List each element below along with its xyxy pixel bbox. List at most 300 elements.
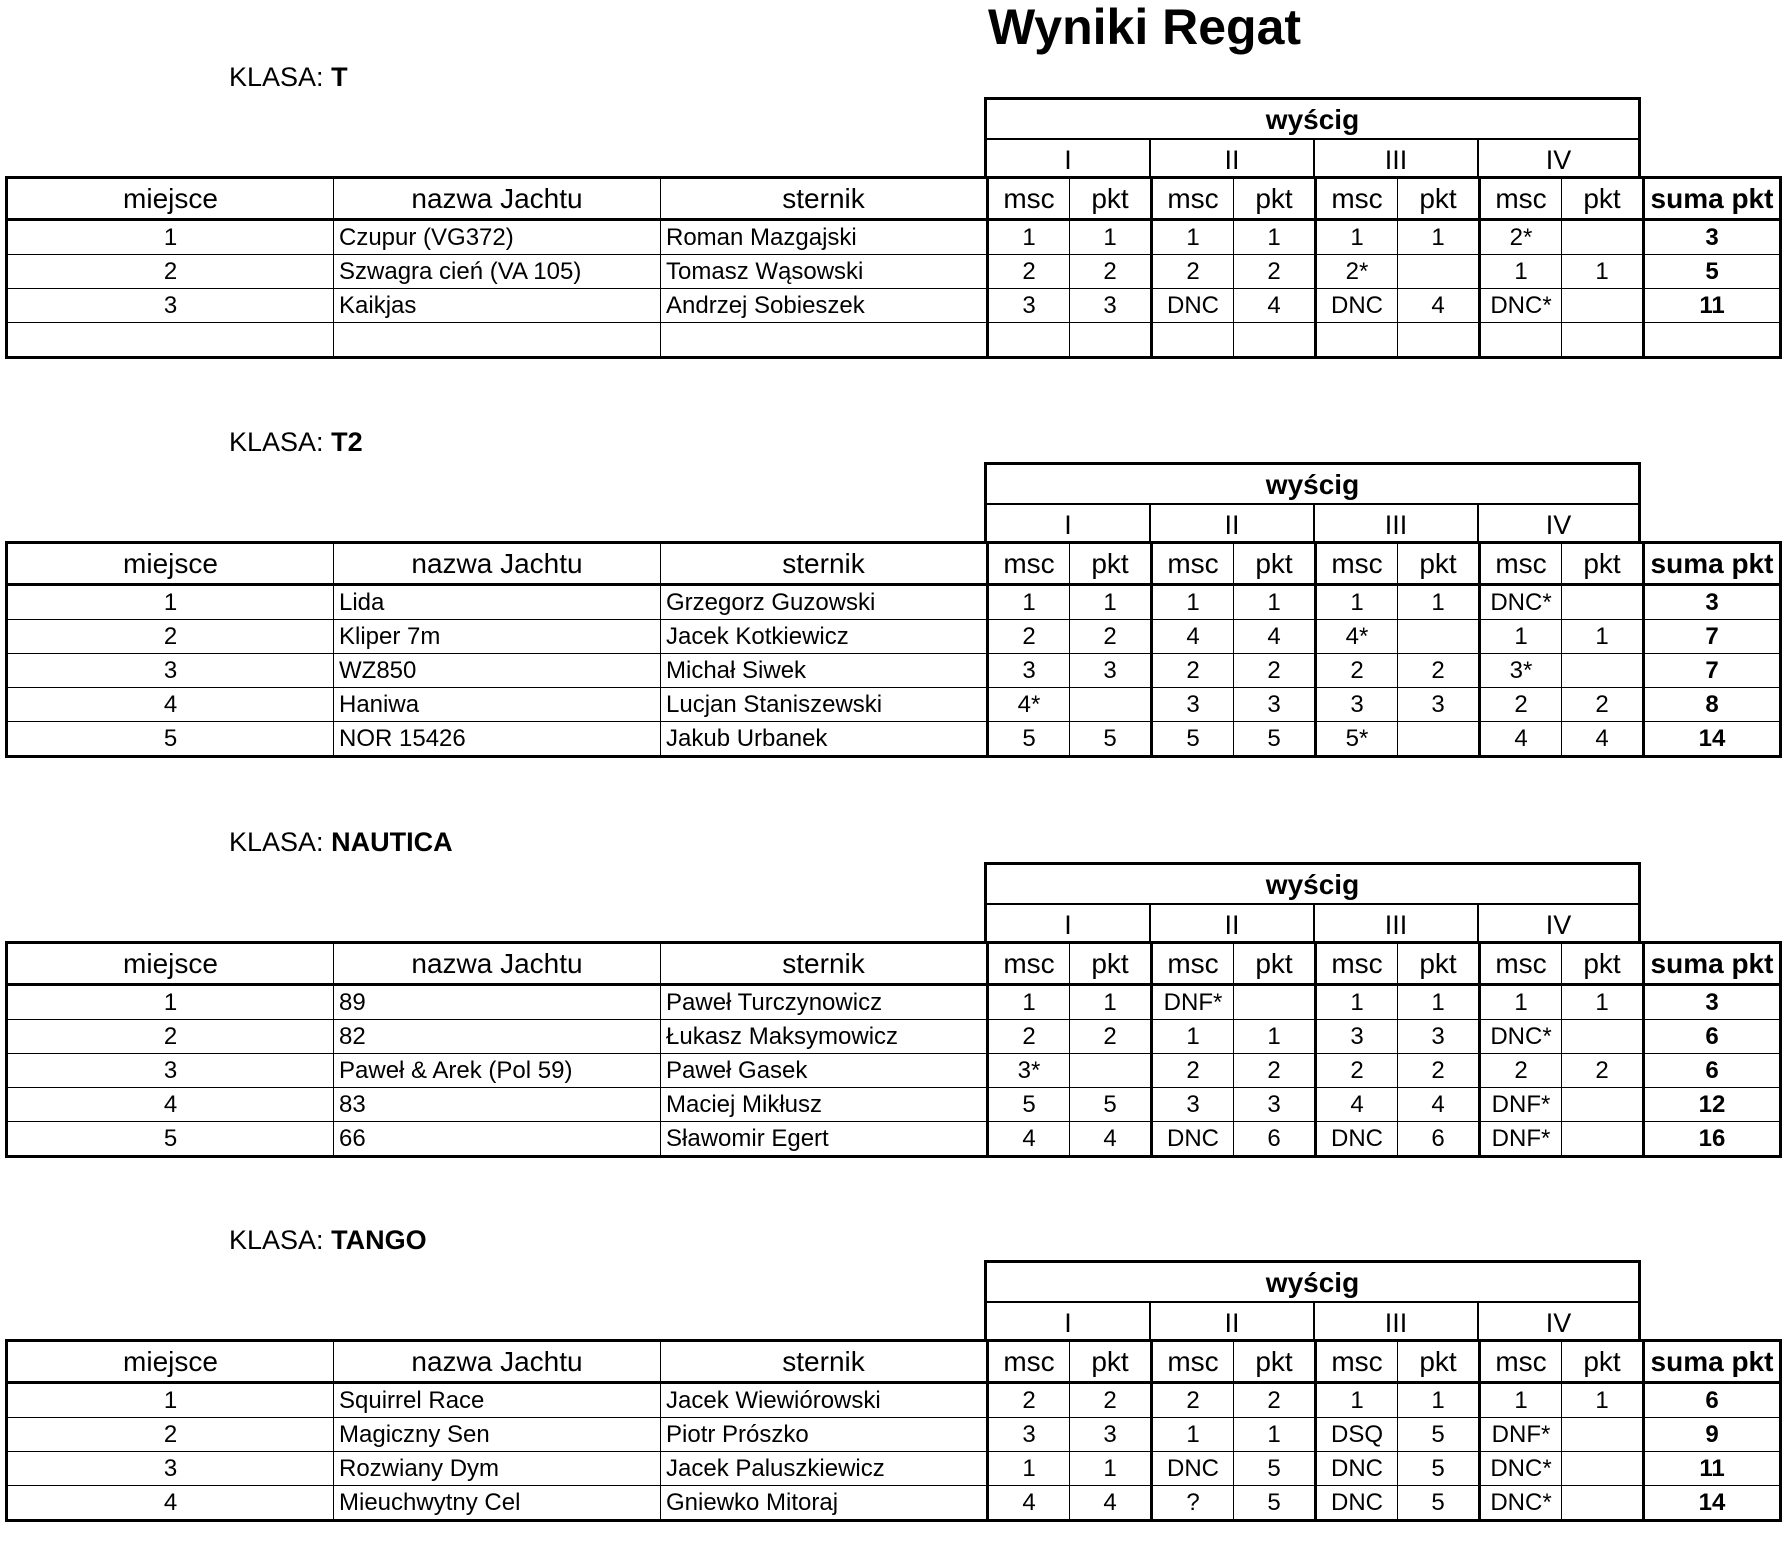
cell-race4-msc: DNC*: [1480, 289, 1562, 323]
column-header-sternik: sternik: [661, 943, 988, 985]
column-header-suma: suma pkt: [1644, 178, 1781, 220]
cell-race4-msc: DNF*: [1480, 1122, 1562, 1157]
cell-race2-pkt: 1: [1234, 1020, 1316, 1054]
class-section-tango: [0, 1163, 1784, 1543]
class-section-t: [0, 0, 1784, 380]
cell-race2-pkt: 1: [1234, 220, 1316, 255]
cell-race4-pkt: 4: [1562, 722, 1644, 757]
race-number: I: [987, 1303, 1151, 1341]
race-header: [984, 462, 1641, 543]
cell-race1-pkt: 3: [1070, 289, 1152, 323]
cell-race1-msc: [988, 323, 1070, 358]
cell-race4-msc: DNF*: [1480, 1088, 1562, 1122]
race-header-title: wyścig: [987, 465, 1638, 505]
table-row: [7, 1383, 1781, 1418]
cell-race1-pkt: 1: [1070, 985, 1152, 1020]
cell-race3-pkt: 5: [1398, 1486, 1480, 1521]
table-row: [7, 323, 1781, 358]
race-number: I: [987, 140, 1151, 178]
cell-place: 3: [7, 289, 334, 323]
table-row: [7, 255, 1781, 289]
cell-race3-pkt: 1: [1398, 1383, 1480, 1418]
cell-total-points: 6: [1644, 1383, 1781, 1418]
table-row: [7, 1122, 1781, 1157]
cell-total-points: 7: [1644, 620, 1781, 654]
cell-race1-pkt: 3: [1070, 654, 1152, 688]
cell-race2-pkt: 2: [1234, 1054, 1316, 1088]
cell-race2-msc: ?: [1152, 1486, 1234, 1521]
cell-total-points: 9: [1644, 1418, 1781, 1452]
cell-race4-msc: DNF*: [1480, 1418, 1562, 1452]
race-number: II: [1151, 140, 1315, 178]
table-row: [7, 1088, 1781, 1122]
column-header-msc: msc: [1316, 943, 1398, 985]
cell-race3-msc: DNC: [1316, 1122, 1398, 1157]
cell-race2-msc: DNF*: [1152, 985, 1234, 1020]
cell-helmsman: Roman Mazgajski: [661, 220, 988, 255]
column-header-pkt: pkt: [1070, 943, 1152, 985]
cell-place: 5: [7, 1122, 334, 1157]
cell-race3-pkt: [1398, 323, 1480, 358]
cell-race4-msc: 2*: [1480, 220, 1562, 255]
cell-race3-msc: 1: [1316, 220, 1398, 255]
cell-race2-msc: 1: [1152, 1020, 1234, 1054]
column-header-msc: msc: [988, 1341, 1070, 1383]
column-header-msc: msc: [988, 178, 1070, 220]
class-section-nautica: [0, 765, 1784, 1152]
column-header-pkt: pkt: [1398, 1341, 1480, 1383]
column-header-msc: msc: [1152, 178, 1234, 220]
column-header-miejsce: miejsce: [7, 178, 334, 220]
column-header-pkt: pkt: [1398, 178, 1480, 220]
column-header-msc: msc: [1316, 543, 1398, 585]
cell-race2-msc: 3: [1152, 688, 1234, 722]
cell-race2-pkt: 3: [1234, 688, 1316, 722]
class-label: [229, 1225, 427, 1256]
table-row: [7, 620, 1781, 654]
cell-race4-pkt: [1562, 323, 1644, 358]
cell-helmsman: Jakub Urbanek: [661, 722, 988, 757]
table-row: [7, 585, 1781, 620]
table-row: [7, 722, 1781, 757]
class-label: [229, 827, 453, 858]
cell-total-points: 8: [1644, 688, 1781, 722]
cell-total-points: 3: [1644, 220, 1781, 255]
cell-yacht-name: NOR 15426: [334, 722, 661, 757]
cell-race2-msc: 1: [1152, 1418, 1234, 1452]
cell-race2-msc: 5: [1152, 722, 1234, 757]
table-header-row: [7, 943, 1781, 985]
cell-race1-msc: 2: [988, 1383, 1070, 1418]
race-number: III: [1315, 140, 1479, 178]
cell-race1-pkt: 5: [1070, 722, 1152, 757]
cell-race3-pkt: 6: [1398, 1122, 1480, 1157]
cell-race4-msc: 1: [1480, 985, 1562, 1020]
column-header-miejsce: miejsce: [7, 1341, 334, 1383]
cell-race3-pkt: [1398, 722, 1480, 757]
cell-helmsman: Paweł Gasek: [661, 1054, 988, 1088]
column-header-suma: suma pkt: [1644, 943, 1781, 985]
cell-race2-pkt: 2: [1234, 255, 1316, 289]
cell-helmsman: Piotr Prószko: [661, 1418, 988, 1452]
cell-race2-pkt: 1: [1234, 1418, 1316, 1452]
cell-place: 4: [7, 688, 334, 722]
cell-race1-pkt: [1070, 323, 1152, 358]
cell-total-points: 5: [1644, 255, 1781, 289]
race-number: II: [1151, 505, 1315, 543]
cell-place: 2: [7, 1418, 334, 1452]
cell-race2-msc: 2: [1152, 654, 1234, 688]
cell-race4-msc: 3*: [1480, 654, 1562, 688]
column-header-suma: suma pkt: [1644, 543, 1781, 585]
cell-race4-pkt: [1562, 220, 1644, 255]
results-table: [5, 176, 1782, 359]
cell-race3-msc: 3: [1316, 1020, 1398, 1054]
cell-helmsman: Lucjan Staniszewski: [661, 688, 988, 722]
cell-race3-msc: DNC: [1316, 1486, 1398, 1521]
cell-total-points: 3: [1644, 585, 1781, 620]
race-header-title: wyścig: [987, 865, 1638, 905]
cell-race1-msc: 3: [988, 654, 1070, 688]
cell-race4-pkt: 1: [1562, 620, 1644, 654]
cell-yacht-name: Kaikjas: [334, 289, 661, 323]
cell-race3-msc: DSQ: [1316, 1418, 1398, 1452]
cell-race2-pkt: 2: [1234, 654, 1316, 688]
cell-race1-msc: 2: [988, 620, 1070, 654]
race-number: IV: [1545, 1308, 1572, 1338]
cell-race2-pkt: 5: [1234, 1486, 1316, 1521]
cell-race2-msc: DNC: [1152, 289, 1234, 323]
cell-place: 3: [7, 1054, 334, 1088]
column-header-pkt: pkt: [1398, 943, 1480, 985]
column-header-msc: msc: [1480, 1341, 1562, 1383]
cell-race4-msc: 1: [1480, 620, 1562, 654]
table-row: [7, 1486, 1781, 1521]
cell-helmsman: Paweł Turczynowicz: [661, 985, 988, 1020]
cell-race1-pkt: 1: [1070, 585, 1152, 620]
cell-race1-msc: 5: [988, 722, 1070, 757]
cell-helmsman: Michał Siwek: [661, 654, 988, 688]
cell-helmsman: Łukasz Maksymowicz: [661, 1020, 988, 1054]
cell-yacht-name: Szwagra cień (VA 105): [334, 255, 661, 289]
cell-total-points: [1644, 323, 1781, 358]
cell-race1-msc: 4: [988, 1122, 1070, 1157]
race-header: [984, 1260, 1641, 1341]
cell-race3-pkt: 4: [1398, 289, 1480, 323]
cell-yacht-name: Squirrel Race: [334, 1383, 661, 1418]
class-name: TANGO: [331, 1225, 427, 1255]
cell-yacht-name: [334, 323, 661, 358]
class-label-prefix: KLASA:: [229, 827, 324, 857]
column-header-sternik: sternik: [661, 1341, 988, 1383]
cell-race3-pkt: [1398, 620, 1480, 654]
cell-race1-pkt: 2: [1070, 1383, 1152, 1418]
column-header-nazwa: nazwa Jachtu: [334, 543, 661, 585]
cell-race3-msc: [1316, 323, 1398, 358]
cell-race1-pkt: 4: [1070, 1122, 1152, 1157]
cell-race1-msc: 3: [988, 1418, 1070, 1452]
cell-race1-pkt: 2: [1070, 255, 1152, 289]
cell-race1-pkt: 5: [1070, 1088, 1152, 1122]
cell-race2-pkt: 1: [1234, 585, 1316, 620]
cell-yacht-name: 89: [334, 985, 661, 1020]
cell-race4-msc: 2: [1480, 688, 1562, 722]
race-header-title: wyścig: [987, 1263, 1638, 1303]
table-row: [7, 688, 1781, 722]
cell-race1-pkt: 2: [1070, 620, 1152, 654]
cell-helmsman: Gniewko Mitoraj: [661, 1486, 988, 1521]
table-row: [7, 220, 1781, 255]
cell-race1-msc: 1: [988, 220, 1070, 255]
column-header-pkt: pkt: [1398, 543, 1480, 585]
cell-race4-pkt: [1562, 1486, 1644, 1521]
page-title: Wyniki Regat: [988, 0, 1302, 55]
class-label-prefix: KLASA:: [229, 427, 324, 457]
cell-place: 3: [7, 1452, 334, 1486]
cell-race1-msc: 1: [988, 1452, 1070, 1486]
results-table: [5, 941, 1782, 1158]
cell-total-points: 12: [1644, 1088, 1781, 1122]
column-header-msc: msc: [1152, 943, 1234, 985]
cell-race2-pkt: [1234, 985, 1316, 1020]
cell-race4-msc: 4: [1480, 722, 1562, 757]
column-header-pkt: pkt: [1234, 178, 1316, 220]
cell-yacht-name: 83: [334, 1088, 661, 1122]
cell-race1-msc: 1: [988, 985, 1070, 1020]
cell-race4-pkt: [1562, 289, 1644, 323]
column-header-nazwa: nazwa Jachtu: [334, 1341, 661, 1383]
cell-race3-pkt: [1398, 255, 1480, 289]
cell-helmsman: [661, 323, 988, 358]
table-row: [7, 289, 1781, 323]
race-number: I: [987, 505, 1151, 543]
cell-place: 1: [7, 1383, 334, 1418]
cell-race1-msc: 2: [988, 255, 1070, 289]
table-row: [7, 985, 1781, 1020]
table-row: [7, 1418, 1781, 1452]
cell-race3-msc: DNC: [1316, 289, 1398, 323]
table-row: [7, 1054, 1781, 1088]
table-header-row: [7, 543, 1781, 585]
cell-race3-pkt: 4: [1398, 1088, 1480, 1122]
cell-helmsman: Jacek Paluszkiewicz: [661, 1452, 988, 1486]
cell-race3-pkt: 3: [1398, 688, 1480, 722]
results-table: [5, 541, 1782, 758]
cell-race3-pkt: 5: [1398, 1452, 1480, 1486]
cell-race1-pkt: 2: [1070, 1020, 1152, 1054]
cell-race1-msc: 3: [988, 289, 1070, 323]
race-number: IV: [1545, 910, 1572, 940]
cell-race4-pkt: 1: [1562, 255, 1644, 289]
results-table: [5, 1339, 1782, 1522]
cell-race2-pkt: 5: [1234, 722, 1316, 757]
cell-yacht-name: Magiczny Sen: [334, 1418, 661, 1452]
cell-total-points: 7: [1644, 654, 1781, 688]
race-number: II: [1151, 1303, 1315, 1341]
column-header-pkt: pkt: [1562, 1341, 1644, 1383]
cell-yacht-name: 66: [334, 1122, 661, 1157]
cell-race2-msc: [1152, 323, 1234, 358]
class-section-t2: [0, 365, 1784, 752]
cell-total-points: 3: [1644, 985, 1781, 1020]
column-header-pkt: pkt: [1234, 943, 1316, 985]
class-name: NAUTICA: [331, 827, 453, 857]
cell-helmsman: Grzegorz Guzowski: [661, 585, 988, 620]
cell-race2-pkt: 4: [1234, 289, 1316, 323]
cell-race4-pkt: 2: [1562, 1054, 1644, 1088]
cell-race3-msc: 1: [1316, 585, 1398, 620]
cell-race3-msc: 1: [1316, 1383, 1398, 1418]
cell-race2-msc: DNC: [1152, 1452, 1234, 1486]
cell-race3-msc: DNC: [1316, 1452, 1398, 1486]
cell-yacht-name: Haniwa: [334, 688, 661, 722]
column-header-pkt: pkt: [1070, 1341, 1152, 1383]
cell-race3-msc: 5*: [1316, 722, 1398, 757]
cell-race2-pkt: 4: [1234, 620, 1316, 654]
cell-race2-pkt: 6: [1234, 1122, 1316, 1157]
column-header-pkt: pkt: [1562, 178, 1644, 220]
cell-race4-pkt: [1562, 654, 1644, 688]
column-header-pkt: pkt: [1070, 543, 1152, 585]
class-name: T2: [331, 427, 363, 457]
cell-helmsman: Andrzej Sobieszek: [661, 289, 988, 323]
race-number: III: [1315, 1303, 1479, 1341]
cell-race2-pkt: 3: [1234, 1088, 1316, 1122]
cell-race3-msc: 2: [1316, 1054, 1398, 1088]
cell-race1-msc: 5: [988, 1088, 1070, 1122]
cell-race3-msc: 4: [1316, 1088, 1398, 1122]
column-header-pkt: pkt: [1562, 943, 1644, 985]
column-header-msc: msc: [1480, 543, 1562, 585]
cell-race2-msc: 2: [1152, 1054, 1234, 1088]
cell-yacht-name: WZ850: [334, 654, 661, 688]
cell-race4-msc: DNC*: [1480, 1486, 1562, 1521]
cell-place: [7, 323, 334, 358]
cell-place: 2: [7, 1020, 334, 1054]
cell-race3-msc: 4*: [1316, 620, 1398, 654]
cell-yacht-name: Lida: [334, 585, 661, 620]
cell-race3-msc: 2: [1316, 654, 1398, 688]
cell-yacht-name: Mieuchwytny Cel: [334, 1486, 661, 1521]
cell-race4-msc: DNC*: [1480, 585, 1562, 620]
class-label: [229, 427, 363, 458]
cell-yacht-name: 82: [334, 1020, 661, 1054]
class-label-prefix: KLASA:: [229, 1225, 324, 1255]
column-header-suma: suma pkt: [1644, 1341, 1781, 1383]
column-header-pkt: pkt: [1562, 543, 1644, 585]
cell-race1-pkt: 4: [1070, 1486, 1152, 1521]
column-header-msc: msc: [1316, 178, 1398, 220]
class-label-prefix: KLASA:: [229, 62, 324, 92]
race-number: II: [1151, 905, 1315, 943]
cell-race4-pkt: [1562, 1020, 1644, 1054]
cell-race2-msc: 2: [1152, 255, 1234, 289]
cell-race4-pkt: [1562, 1088, 1644, 1122]
cell-race2-pkt: 2: [1234, 1383, 1316, 1418]
cell-race3-msc: 1: [1316, 985, 1398, 1020]
cell-place: 2: [7, 620, 334, 654]
cell-total-points: 6: [1644, 1020, 1781, 1054]
race-number: III: [1315, 505, 1479, 543]
column-header-msc: msc: [1316, 1341, 1398, 1383]
column-header-pkt: pkt: [1070, 178, 1152, 220]
cell-race1-msc: 1: [988, 585, 1070, 620]
column-header-msc: msc: [988, 943, 1070, 985]
cell-total-points: 14: [1644, 1486, 1781, 1521]
class-name: T: [331, 62, 348, 92]
column-header-msc: msc: [1480, 943, 1562, 985]
cell-place: 3: [7, 654, 334, 688]
column-header-pkt: pkt: [1234, 543, 1316, 585]
table-header-row: [7, 1341, 1781, 1383]
cell-race3-msc: 2*: [1316, 255, 1398, 289]
cell-race2-msc: 3: [1152, 1088, 1234, 1122]
column-header-msc: msc: [1480, 178, 1562, 220]
race-number: I: [987, 905, 1151, 943]
race-header: [984, 97, 1641, 178]
cell-race2-msc: DNC: [1152, 1122, 1234, 1157]
table-row: [7, 654, 1781, 688]
cell-helmsman: Sławomir Egert: [661, 1122, 988, 1157]
cell-total-points: 14: [1644, 722, 1781, 757]
cell-yacht-name: Rozwiany Dym: [334, 1452, 661, 1486]
cell-race4-pkt: [1562, 1122, 1644, 1157]
cell-race2-pkt: 5: [1234, 1452, 1316, 1486]
cell-race2-msc: 4: [1152, 620, 1234, 654]
race-header-title: wyścig: [987, 100, 1638, 140]
cell-race3-pkt: 1: [1398, 220, 1480, 255]
cell-race1-msc: 4*: [988, 688, 1070, 722]
race-number: IV: [1545, 145, 1572, 175]
column-header-sternik: sternik: [661, 178, 988, 220]
race-number: III: [1315, 905, 1479, 943]
cell-race4-pkt: [1562, 1452, 1644, 1486]
cell-race4-msc: DNC*: [1480, 1020, 1562, 1054]
cell-place: 1: [7, 985, 334, 1020]
column-header-msc: msc: [988, 543, 1070, 585]
column-header-pkt: pkt: [1234, 1341, 1316, 1383]
cell-race1-msc: 4: [988, 1486, 1070, 1521]
cell-race3-pkt: 1: [1398, 585, 1480, 620]
cell-place: 4: [7, 1088, 334, 1122]
cell-race3-pkt: 1: [1398, 985, 1480, 1020]
column-header-miejsce: miejsce: [7, 543, 334, 585]
cell-race4-pkt: 1: [1562, 1383, 1644, 1418]
cell-total-points: 6: [1644, 1054, 1781, 1088]
table-header-row: [7, 178, 1781, 220]
table-row: [7, 1020, 1781, 1054]
cell-race1-pkt: 1: [1070, 220, 1152, 255]
cell-race3-pkt: 2: [1398, 654, 1480, 688]
cell-yacht-name: Paweł & Arek (Pol 59): [334, 1054, 661, 1088]
cell-race1-pkt: [1070, 688, 1152, 722]
cell-race2-msc: 1: [1152, 220, 1234, 255]
cell-race4-msc: [1480, 323, 1562, 358]
cell-race3-pkt: 3: [1398, 1020, 1480, 1054]
cell-helmsman: Maciej Mikłusz: [661, 1088, 988, 1122]
cell-race1-pkt: 3: [1070, 1418, 1152, 1452]
column-header-nazwa: nazwa Jachtu: [334, 943, 661, 985]
cell-race1-pkt: 1: [1070, 1452, 1152, 1486]
cell-race1-msc: 3*: [988, 1054, 1070, 1088]
table-row: [7, 1452, 1781, 1486]
cell-yacht-name: Czupur (VG372): [334, 220, 661, 255]
cell-race4-pkt: 1: [1562, 985, 1644, 1020]
cell-race3-pkt: 2: [1398, 1054, 1480, 1088]
cell-race4-msc: 1: [1480, 1383, 1562, 1418]
cell-race4-msc: 1: [1480, 255, 1562, 289]
column-header-msc: msc: [1152, 1341, 1234, 1383]
